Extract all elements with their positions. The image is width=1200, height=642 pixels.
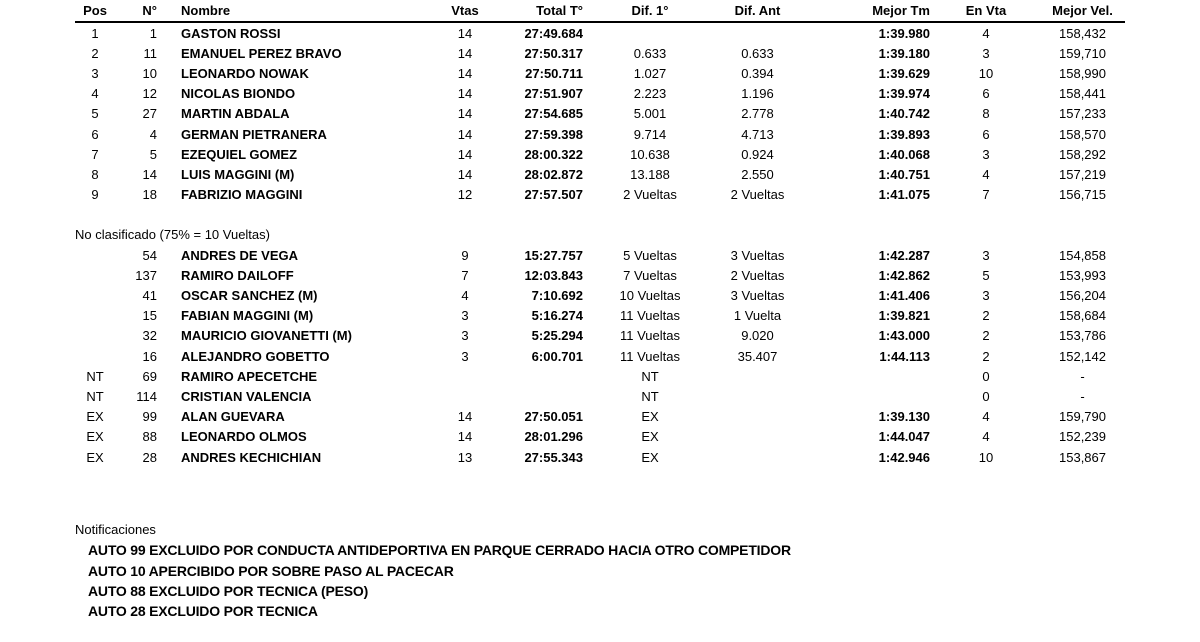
cell-name: LEONARDO NOWAK xyxy=(181,65,309,81)
result-row xyxy=(75,43,1125,63)
cell-total: 27:57.507 xyxy=(524,187,583,203)
cell-name: RAMIRO DAILOFF xyxy=(181,267,294,283)
cell-total: 7:10.692 xyxy=(531,288,583,304)
cell-envta: 3 xyxy=(982,45,990,61)
cell-name: MAURICIO GIOVANETTI (M) xyxy=(181,328,352,344)
cell-name: EMANUEL PEREZ BRAVO xyxy=(181,45,342,61)
cell-pos xyxy=(75,285,115,305)
cell-num: 114 xyxy=(136,388,157,404)
cell-vtas: 14 xyxy=(457,45,473,61)
table-header-row xyxy=(75,0,1125,22)
cell-num: 15 xyxy=(142,308,157,324)
col-header-number: N° xyxy=(115,0,160,22)
cell-num: 16 xyxy=(142,348,157,364)
cell-difant: 2.778 xyxy=(741,106,774,122)
result-row xyxy=(75,245,1125,265)
cell-pos xyxy=(75,346,115,366)
col-header-laps: Vtas xyxy=(445,0,485,22)
cell-vtas: 14 xyxy=(457,25,473,41)
cell-num: 137 xyxy=(135,267,157,283)
cell-total: 27:49.684 xyxy=(524,25,583,41)
cell-difant: 3 Vueltas xyxy=(730,247,785,263)
cell-total xyxy=(485,386,585,406)
cell-vtas: 4 xyxy=(461,288,469,304)
result-row xyxy=(75,427,1125,447)
result-row xyxy=(75,124,1125,144)
cell-dif1: 13.188 xyxy=(630,166,670,182)
cell-mtm: 1:44.113 xyxy=(879,348,930,364)
result-row xyxy=(75,84,1125,104)
cell-mtm: 1:40.068 xyxy=(878,146,930,162)
spacer-row xyxy=(75,205,1125,225)
cell-total: 27:55.343 xyxy=(524,449,583,465)
cell-mvel: 157,233 xyxy=(1059,106,1106,122)
cell-difant xyxy=(715,407,800,427)
cell-pos xyxy=(75,265,115,285)
cell-mvel: 154,858 xyxy=(1059,247,1106,263)
cell-mtm xyxy=(800,386,932,406)
cell-mvel: 159,790 xyxy=(1059,409,1106,425)
cell-envta: 4 xyxy=(982,409,990,425)
cell-vtas: 14 xyxy=(457,86,473,102)
cell-pos: 8 xyxy=(91,166,99,182)
cell-name: CRISTIAN VALENCIA xyxy=(181,388,312,404)
cell-mtm: 1:42.946 xyxy=(878,449,930,465)
cell-envta: 4 xyxy=(982,429,990,445)
result-row xyxy=(75,144,1125,164)
cell-dif1 xyxy=(585,22,715,43)
result-row xyxy=(75,407,1125,427)
cell-dif1: 2.223 xyxy=(633,86,667,102)
cell-envta: 3 xyxy=(982,247,990,263)
cell-vtas xyxy=(445,366,485,386)
classified-rows xyxy=(75,22,1125,205)
cell-name: FABIAN MAGGINI (M) xyxy=(181,308,314,324)
cell-mvel: 158,432 xyxy=(1059,25,1106,41)
col-header-dif-prev: Dif. Ant xyxy=(715,0,800,22)
cell-dif1: 5 Vueltas xyxy=(623,247,677,263)
cell-mtm: 1:39.893 xyxy=(878,126,930,142)
col-header-pos: Pos xyxy=(75,0,115,22)
cell-mtm: 1:40.742 xyxy=(878,106,930,122)
cell-name: ALAN GUEVARA xyxy=(181,409,285,425)
cell-vtas: 9 xyxy=(461,247,469,263)
result-row xyxy=(75,104,1125,124)
cell-pos: 4 xyxy=(91,86,99,102)
cell-difant: 0.394 xyxy=(741,65,774,81)
cell-difant: 1.196 xyxy=(741,86,774,102)
cell-dif1: EX xyxy=(641,409,659,425)
cell-mtm xyxy=(800,366,932,386)
cell-difant: 9.020 xyxy=(741,328,774,344)
cell-name: ANDRES DE VEGA xyxy=(181,247,299,263)
notification-item: AUTO 10 APERCIBIDO POR SOBRE PASO AL PACECAR xyxy=(88,562,454,579)
cell-pos xyxy=(75,245,115,265)
cell-dif1: EX xyxy=(641,429,659,445)
cell-mvel: 153,867 xyxy=(1059,449,1106,465)
cell-mvel: 158,684 xyxy=(1059,308,1106,324)
cell-difant: 2 Vueltas xyxy=(730,187,785,203)
notification-item: AUTO 28 EXCLUIDO POR TECNICA xyxy=(88,603,318,620)
cell-dif1: 11 Vueltas xyxy=(620,308,680,324)
cell-pos: EX xyxy=(86,409,104,425)
cell-dif1: 11 Vueltas xyxy=(620,328,680,344)
cell-num: 27 xyxy=(142,106,157,122)
result-row xyxy=(75,386,1125,406)
cell-num: 14 xyxy=(142,166,157,182)
cell-vtas: 14 xyxy=(457,106,473,122)
cell-num: 12 xyxy=(142,86,157,102)
cell-pos: EX xyxy=(86,429,104,445)
cell-total: 27:54.685 xyxy=(524,106,583,122)
cell-vtas: 3 xyxy=(461,328,469,344)
cell-mvel: 156,715 xyxy=(1059,187,1106,203)
cell-mtm: 1:44.047 xyxy=(878,429,930,445)
result-row xyxy=(75,447,1125,467)
cell-envta: 2 xyxy=(982,328,990,344)
cell-total: 12:03.843 xyxy=(524,267,583,283)
section-separator xyxy=(75,205,1125,245)
result-row xyxy=(75,366,1125,386)
cell-num: 32 xyxy=(142,328,157,344)
cell-difant: 2 Vueltas xyxy=(730,267,785,283)
cell-vtas: 14 xyxy=(457,126,473,142)
cell-pos: 6 xyxy=(91,126,99,142)
cell-difant: 1 Vuelta xyxy=(733,308,782,324)
cell-name: OSCAR SANCHEZ (M) xyxy=(181,288,318,304)
cell-total: 27:50.051 xyxy=(524,409,583,425)
cell-mtm: 1:39.130 xyxy=(878,409,930,425)
cell-envta: 6 xyxy=(982,126,990,142)
cell-num: 41 xyxy=(142,288,157,304)
cell-pos: NT xyxy=(86,368,104,384)
cell-num: 69 xyxy=(142,368,157,384)
cell-num: 18 xyxy=(142,187,157,203)
cell-difant: 0.924 xyxy=(741,146,774,162)
cell-mtm: 1:39.974 xyxy=(878,86,930,102)
cell-vtas: 14 xyxy=(457,409,473,425)
cell-envta: 3 xyxy=(982,146,990,162)
cell-mvel: 156,204 xyxy=(1059,288,1106,304)
cell-dif1: 10.638 xyxy=(630,146,670,162)
cell-num: 10 xyxy=(142,65,157,81)
results-table xyxy=(75,0,1125,467)
col-header-best-time: Mejor Tm xyxy=(800,0,932,22)
cell-num: 1 xyxy=(149,25,157,41)
cell-pos: 7 xyxy=(91,146,99,162)
cell-pos: NT xyxy=(86,388,104,404)
cell-pos: 1 xyxy=(91,25,99,41)
cell-pos: 5 xyxy=(91,106,99,122)
cell-mtm: 1:39.629 xyxy=(878,65,930,81)
cell-name: RAMIRO APECETCHE xyxy=(181,368,318,384)
cell-name: ANDRES KECHICHIAN xyxy=(181,449,322,465)
cell-envta: 0 xyxy=(982,368,990,384)
cell-total: 28:02.872 xyxy=(524,166,583,182)
cell-name: LEONARDO OLMOS xyxy=(181,429,307,445)
cell-dif1: 11 Vueltas xyxy=(620,348,680,364)
cell-difant xyxy=(715,386,800,406)
cell-mvel: 158,292 xyxy=(1059,146,1106,162)
cell-dif1: 10 Vueltas xyxy=(619,288,681,304)
cell-mtm: 1:43.000 xyxy=(878,328,930,344)
cell-vtas: 13 xyxy=(457,449,473,465)
not-classified-rows xyxy=(75,245,1125,467)
cell-envta: 2 xyxy=(982,348,990,364)
col-header-name: Nombre xyxy=(160,0,445,22)
cell-total: 6:00.701 xyxy=(531,348,583,364)
cell-mtm: 1:41.406 xyxy=(878,288,930,304)
result-row xyxy=(75,326,1125,346)
cell-mvel: 158,441 xyxy=(1059,86,1106,102)
cell-mvel: 153,993 xyxy=(1059,267,1106,283)
cell-dif1: 9.714 xyxy=(633,126,667,142)
col-header-total: Total T° xyxy=(485,0,585,22)
cell-total: 15:27.757 xyxy=(524,247,583,263)
cell-mtm: 1:39.180 xyxy=(878,45,930,61)
result-row xyxy=(75,164,1125,184)
cell-vtas: 14 xyxy=(457,65,473,81)
cell-total: 5:25.294 xyxy=(531,328,583,344)
result-row xyxy=(75,265,1125,285)
cell-vtas: 14 xyxy=(457,166,473,182)
cell-envta: 0 xyxy=(982,388,990,404)
cell-envta: 10 xyxy=(978,65,994,81)
cell-total xyxy=(485,366,585,386)
not-classified-label-row xyxy=(75,225,1125,245)
cell-total: 27:50.711 xyxy=(525,65,583,81)
cell-pos: 9 xyxy=(91,187,99,203)
cell-num: 11 xyxy=(143,45,157,61)
cell-total: 5:16.274 xyxy=(531,308,583,324)
cell-envta: 7 xyxy=(982,187,990,203)
cell-dif1: 5.001 xyxy=(633,106,667,122)
cell-mvel: 157,219 xyxy=(1059,166,1106,182)
cell-mtm: 1:41.075 xyxy=(878,187,930,203)
cell-difant: 4.713 xyxy=(741,126,774,142)
cell-pos xyxy=(75,306,115,326)
cell-dif1: 0.633 xyxy=(633,45,667,61)
result-row xyxy=(75,63,1125,83)
cell-num: 99 xyxy=(142,409,157,425)
cell-name: GASTON ROSSI xyxy=(181,25,281,41)
cell-vtas: 3 xyxy=(461,348,469,364)
cell-envta: 4 xyxy=(982,166,990,182)
cell-name: MARTIN ABDALA xyxy=(181,106,290,122)
notifications-section xyxy=(75,520,1200,621)
cell-vtas: 14 xyxy=(457,429,473,445)
cell-dif1: 7 Vueltas xyxy=(623,267,677,283)
cell-envta: 5 xyxy=(982,267,990,283)
cell-difant xyxy=(715,427,800,447)
cell-dif1: 2 Vueltas xyxy=(623,187,677,203)
result-row xyxy=(75,285,1125,305)
cell-num: 5 xyxy=(149,146,157,162)
cell-dif1: NT xyxy=(641,368,659,384)
cell-name: EZEQUIEL GOMEZ xyxy=(181,146,298,162)
not-classified-label: No clasificado (75% = 10 Vueltas) xyxy=(75,227,270,243)
cell-envta: 4 xyxy=(982,25,990,41)
cell-name: ALEJANDRO GOBETTO xyxy=(181,348,330,364)
cell-mtm: 1:39.821 xyxy=(878,308,930,324)
cell-dif1: 1.027 xyxy=(633,65,667,81)
cell-num: 4 xyxy=(149,126,157,142)
cell-vtas: 3 xyxy=(461,308,469,324)
result-row xyxy=(75,346,1125,366)
cell-envta: 6 xyxy=(982,86,990,102)
cell-vtas: 12 xyxy=(457,187,473,203)
cell-difant: 2.550 xyxy=(741,166,774,182)
cell-envta: 2 xyxy=(982,308,990,324)
cell-mvel: 153,786 xyxy=(1059,328,1106,344)
cell-vtas: 7 xyxy=(461,267,469,283)
cell-mvel: - xyxy=(1080,388,1085,404)
cell-mvel: 158,990 xyxy=(1059,65,1106,81)
cell-mvel: 152,142 xyxy=(1059,348,1106,364)
cell-total: 28:01.296 xyxy=(524,429,583,445)
cell-vtas xyxy=(445,386,485,406)
cell-num: 54 xyxy=(142,247,157,263)
cell-difant xyxy=(715,22,800,43)
result-row xyxy=(75,22,1125,43)
cell-name: NICOLAS BIONDO xyxy=(181,86,296,102)
cell-name: LUIS MAGGINI (M) xyxy=(181,166,295,182)
cell-total: 27:50.317 xyxy=(524,45,583,61)
cell-mtm: 1:42.287 xyxy=(878,247,930,263)
cell-dif1: NT xyxy=(641,388,659,404)
cell-pos: 3 xyxy=(91,65,99,81)
notification-item: AUTO 99 EXCLUIDO POR CONDUCTA ANTIDEPORTIVA EN PARQUE CERRADO HACIA OTRO COMPETIDOR xyxy=(88,542,791,559)
cell-pos xyxy=(75,326,115,346)
cell-total: 28:00.322 xyxy=(524,146,583,162)
cell-num: 88 xyxy=(142,429,157,445)
cell-pos: EX xyxy=(86,449,104,465)
cell-dif1: EX xyxy=(641,449,659,465)
cell-envta: 10 xyxy=(978,449,994,465)
cell-vtas: 14 xyxy=(457,146,473,162)
cell-mtm: 1:42.862 xyxy=(878,267,930,283)
cell-mtm: 1:40.751 xyxy=(878,166,930,182)
notifications-title: Notificaciones xyxy=(75,522,156,538)
cell-pos: 2 xyxy=(91,45,99,61)
cell-mvel: 152,239 xyxy=(1059,429,1106,445)
cell-envta: 8 xyxy=(982,106,990,122)
cell-mtm: 1:39.980 xyxy=(878,25,930,41)
cell-difant xyxy=(715,366,800,386)
cell-mvel: 159,710 xyxy=(1059,45,1106,61)
cell-mvel: - xyxy=(1080,368,1085,384)
cell-difant: 0.633 xyxy=(741,45,774,61)
cell-difant xyxy=(715,447,800,467)
cell-difant: 35.407 xyxy=(737,348,778,364)
cell-difant: 3 Vueltas xyxy=(730,288,785,304)
col-header-on-lap: En Vta xyxy=(932,0,1040,22)
cell-total: 27:59.398 xyxy=(524,126,583,142)
col-header-dif-first: Dif. 1° xyxy=(585,0,715,22)
col-header-best-speed: Mejor Vel. xyxy=(1040,0,1125,22)
cell-envta: 3 xyxy=(982,288,990,304)
notification-item: AUTO 88 EXCLUIDO POR TECNICA (PESO) xyxy=(88,583,369,600)
cell-mvel: 158,570 xyxy=(1059,126,1106,142)
cell-name: GERMAN PIETRANERA xyxy=(181,126,327,142)
cell-num: 28 xyxy=(142,449,157,465)
cell-total: 27:51.907 xyxy=(524,86,583,102)
result-row xyxy=(75,306,1125,326)
cell-name: FABRIZIO MAGGINI xyxy=(181,187,303,203)
result-row xyxy=(75,185,1125,205)
